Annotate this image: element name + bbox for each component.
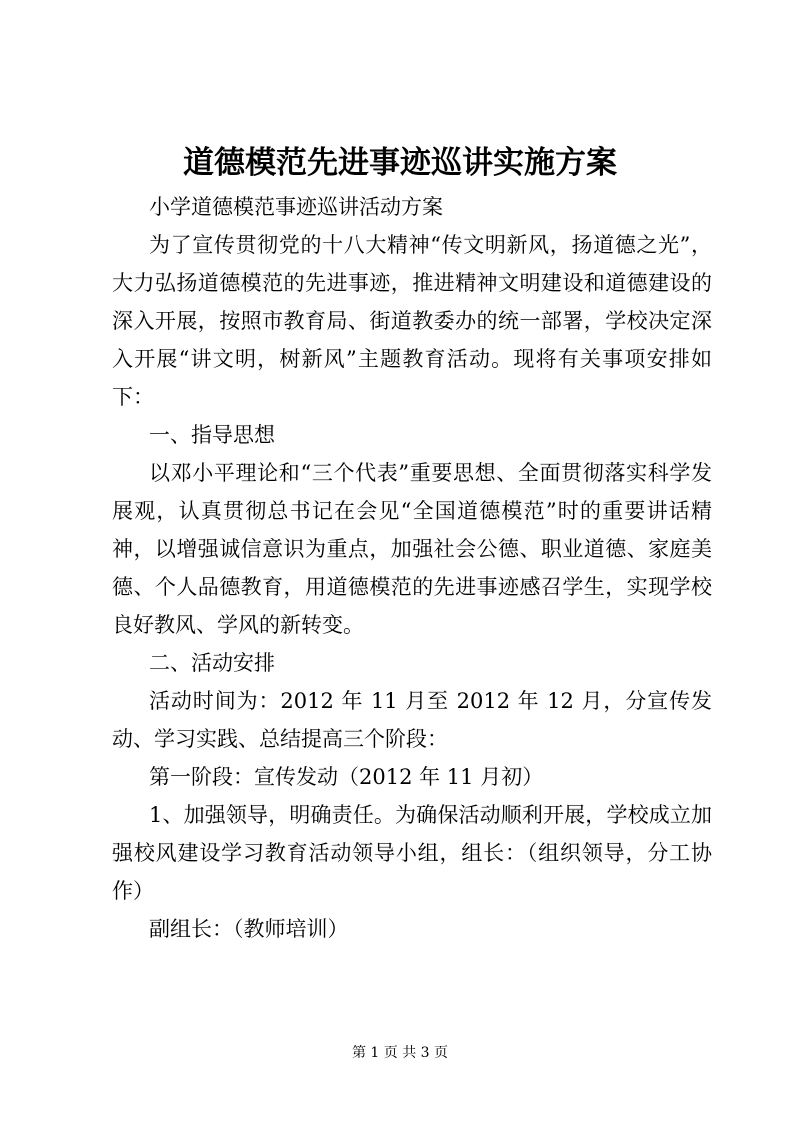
document-body [112, 188, 712, 948]
section-heading-activity-arrangement: 二、活动安排 [149, 651, 275, 675]
activity-time-paragraph: 活动时间为：2012 年 11 月至 2012 年 12 月，分宣传发动、学习实践、总结提高三个阶段： [112, 689, 712, 751]
stage-one-heading: 第一阶段：宣传发动（2012 年 11 月初） [149, 765, 544, 789]
page-footer: 第 1 页 共 3 页 [351, 1045, 449, 1061]
deputy-leader-paragraph: 副组长：（教师培训） [149, 917, 349, 941]
intro-paragraph: 为了宣传贯彻党的十八大精神“传文明新风，扬道德之光”，大力弘扬道德模范的先进事迹，推进精神文明建设和道德建设的深入开展，按照市教育局、街道教委办的统一部署，学校决定深入开展“讲文明，树新风”主题教育活动。现将有关事项安排如下： [112, 233, 712, 409]
document-title: 道德模范先进事迹巡讲实施方案 [183, 145, 617, 181]
section-heading-guiding-thought: 一、指导思想 [149, 423, 275, 447]
leadership-paragraph: 1、加强领导，明确责任。为确保活动顺利开展，学校成立加强校风建设学习教育活动领导小组，组长：（组织领导，分工协作） [112, 803, 712, 903]
subtitle-paragraph: 小学道德模范事迹巡讲活动方案 [149, 195, 443, 219]
guiding-thought-paragraph: 以邓小平理论和“三个代表”重要思想、全面贯彻落实科学发展观，认真贯彻总书记在会见“全国道德模范”时的重要讲话精神，以增强诚信意识为重点，加强社会公德、职业道德、家庭美德、个人品德教育，用道德模范的先进事迹感召学生，实现学校良好教风、学风的新转变。 [112, 461, 712, 637]
